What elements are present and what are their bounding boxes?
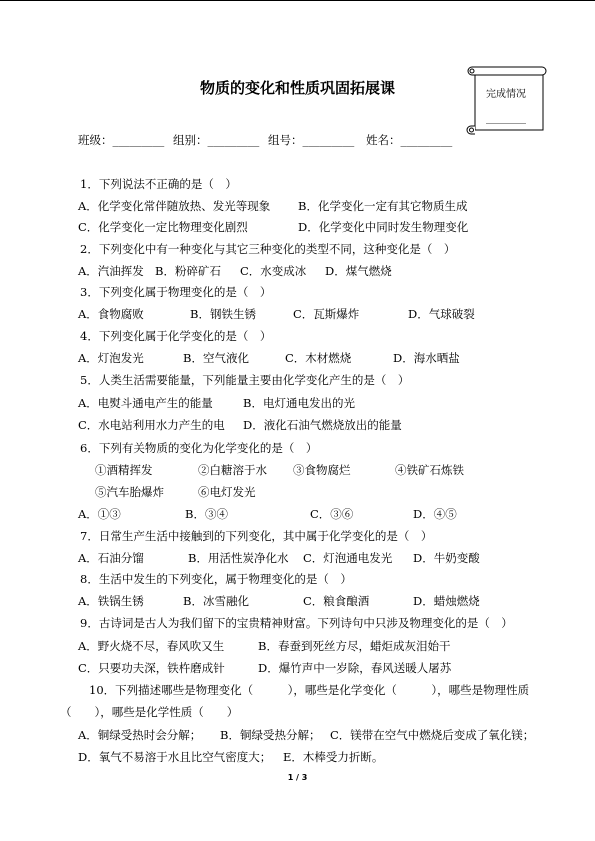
q6-item-3: ③食物腐烂 [293,463,351,477]
info-blank: _________ [112,133,165,147]
q10-option-d: D．氧气不易溶于水且比空气密度大； [78,750,272,764]
q8-stem: 8．生活中发生的下列变化，属于物理变化的是（ ） [80,572,352,586]
q8-option-b: B．冰雪融化 [183,594,249,608]
q7-option-a: A．石油分馏 [78,551,144,565]
q6-item-2: ②白糖溶于水 [198,463,267,477]
q1-option-d: D．化学变化中同时发生物理变化 [298,220,469,234]
q2-stem: 2．下列变化中有一种变化与其它三种变化的类型不同，这种变化是（ ） [80,242,456,256]
q6-option-b: B．③④ [185,507,228,521]
q7-stem: 7．日常生产生活中接触到的下列变化，其中属于化学变化的是（ ） [80,529,433,543]
q1-option-a: A．化学变化常伴随放热、发光等现象 [78,199,271,213]
q3-stem: 3．下列变化属于物理变化的是（ ） [80,285,272,299]
q2-option-c: C．水变成冰 [240,264,307,278]
q6-stem: 6．下列有关物质的变化为化学变化的是（ ） [80,441,318,455]
completion-box [462,64,550,138]
q5-option-b: B．电灯通电发出的光 [243,396,355,410]
q2-option-a: A．汽油挥发 [78,264,144,278]
info-label: 组号： [268,133,303,147]
q9-option-b: B．春蚕到死丝方尽，蜡炬成灰泪始干 [258,639,451,653]
q9-stem: 9．古诗词是古人为我们留下的宝贵精神财富。下列诗句中只涉及物理变化的是（ ） [80,616,513,630]
q10-option-a: A．铜绿受热时会分解； [78,728,202,742]
info-blank: _________ [302,133,355,147]
q3-option-c: C．瓦斯爆炸 [293,307,360,321]
q3-option-d: D．气球破裂 [408,307,475,321]
q8-option-c: C．粮食酿酒 [303,594,370,608]
q4-option-a: A．灯泡发光 [78,351,144,365]
q6-item-1: ①酒精挥发 [95,463,153,477]
info-blank: _________ [400,133,453,147]
info-blank: _________ [207,133,260,147]
q6-option-d: D．④⑤ [413,507,457,521]
q2-option-d: D．煤气燃烧 [325,264,392,278]
page-number: 1 / 3 [287,773,308,782]
q1-stem: 1．下列说法不正确的是（ ） [80,177,237,191]
info-label: 姓名： [366,133,401,147]
completion-blank: ________ [486,113,526,124]
completion-label: 完成情况 [486,89,526,100]
q8-option-d: D．蜡烛燃烧 [413,594,480,608]
q7-option-c: C．灯泡通电发光 [303,551,393,565]
q9-option-a: A．野火烧不尽，春风吹又生 [78,639,225,653]
q5-stem: 5．人类生活需要能量，下列能量主要由化学变化产生的是（ ） [80,373,410,387]
q10-option-e: E．木棒受力折断。 [283,750,384,764]
info-field-group-number [268,132,354,148]
q3-option-b: B．钢铁生锈 [190,307,256,321]
q1-option-b: B．化学变化一定有其它物质生成 [298,199,468,213]
q5-option-c: C．水电站利用水力产生的电 [78,418,225,432]
q5-option-d: D．液化石油气燃烧放出的能量 [243,418,402,432]
q10-option-c: C．镁带在空气中燃烧后变成了氧化镁； [330,728,535,742]
q9-option-c: C．只要功夫深，铁杵磨成针 [78,661,225,675]
q10-stem: 10．下列描述哪些是物理变化（ ），哪些是化学变化（ ），哪些是物理性质 [89,683,530,697]
page-title: 物质的变化和性质巩固拓展课 [199,79,395,97]
q10-stem-continued: （ ），哪些是化学性质（ ） [60,705,239,719]
top-rule [0,0,595,1]
q6-option-c: C．③⑥ [310,507,354,521]
q9-option-d: D．爆竹声中一岁除，春风送暖人屠苏 [258,661,452,675]
q10-option-b: B．铜绿受热分解； [220,728,321,742]
q6-item-5: ⑤汽车胎爆炸 [95,485,164,499]
q4-stem: 4．下列变化属于化学变化的是（ ） [80,329,272,343]
q4-option-b: B．空气液化 [183,351,249,365]
q6-option-a: A．①③ [78,507,121,521]
q2-option-b: B．粉碎矿石 [155,264,221,278]
info-field-class [78,132,164,148]
q8-option-a: A．铁锅生锈 [78,594,144,608]
q7-option-b: B．用活性炭净化水 [188,551,289,565]
info-label: 班级： [78,133,113,147]
info-label: 组别： [173,133,208,147]
q3-option-a: A．食物腐败 [78,307,144,321]
q6-item-6: ⑥电灯发光 [198,485,256,499]
info-field-name [366,132,452,148]
q5-option-a: A．电熨斗通电产生的能量 [78,396,213,410]
q4-option-c: C．木材燃烧 [285,351,352,365]
q6-item-4: ④铁矿石炼铁 [395,463,464,477]
info-field-group [173,132,259,148]
q1-option-c: C．化学变化一定比物理变化剧烈 [78,220,248,234]
q7-option-d: D．牛奶变酸 [413,551,480,565]
q4-option-d: D．海水晒盐 [393,351,460,365]
